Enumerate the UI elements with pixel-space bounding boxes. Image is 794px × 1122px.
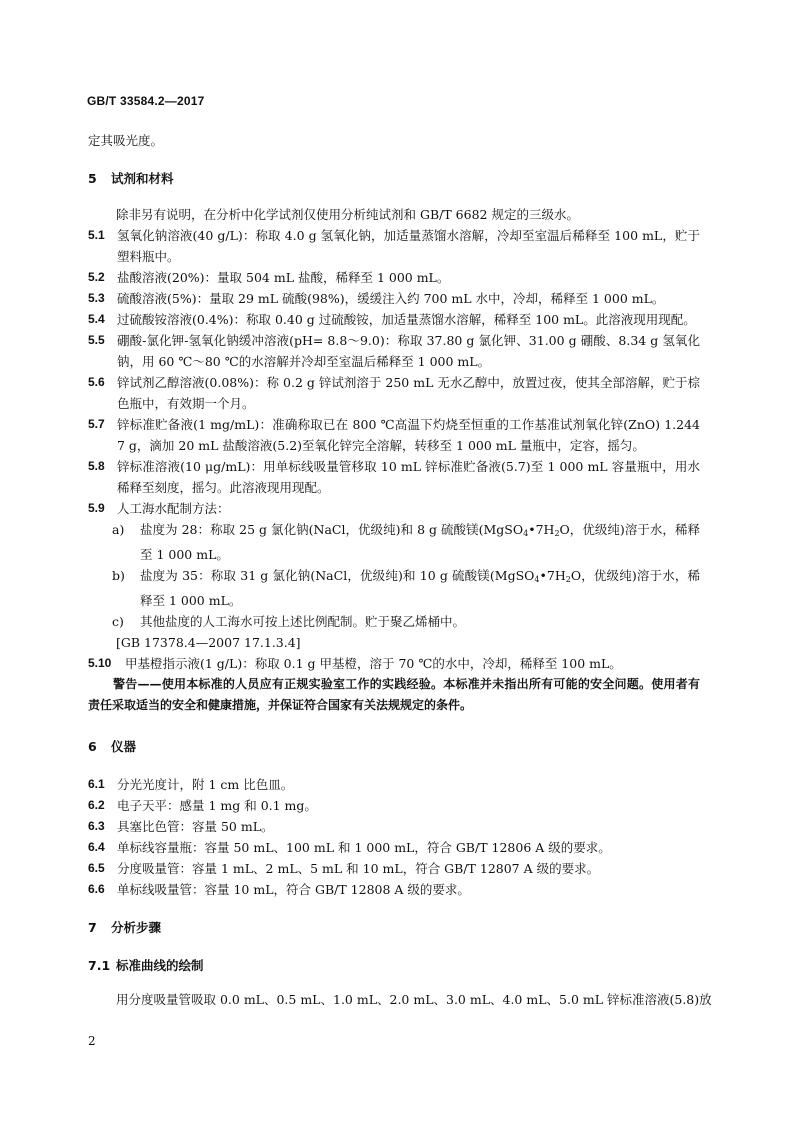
- section-title: 分析步骤: [111, 920, 162, 935]
- section-number: 7: [88, 920, 97, 935]
- list-item: [88, 774, 700, 795]
- list-item: [88, 330, 700, 372]
- section-7-1-text: 用分度吸量管吸取 0.0 mL、0.5 mL、1.0 mL、2.0 mL、3.0 mL、4.0 mL、5.0 mL 锌标准溶液(5.8)放: [116, 992, 712, 1007]
- section-number: 6: [88, 739, 97, 754]
- item-text: 单标线容量瓶：容量 50 mL、100 mL 和 1 000 mL，符合 GB/T 12806 A 级的要求。: [117, 840, 611, 855]
- list-item: [88, 288, 700, 309]
- list-item: [88, 456, 700, 498]
- text-fragment: O，优级纯)溶于水，稀释至 1 000 mL。: [140, 522, 700, 562]
- item-number: 5.8: [88, 459, 105, 473]
- list-item: [88, 498, 700, 519]
- item-text: 分光光度计，附 1 cm 比色皿。: [117, 777, 294, 792]
- list-item: [88, 816, 700, 837]
- item-number: 5.7: [88, 417, 105, 431]
- item-text: 单标线吸量管：容量 10 mL，符合 GB/T 12808 A 级的要求。: [117, 882, 470, 897]
- sub-item-label: b): [112, 568, 125, 583]
- sub-item: [88, 611, 700, 632]
- item-text: 电子天平：感量 1 mg 和 0.1 mg。: [117, 798, 317, 813]
- list-item: [88, 414, 700, 456]
- text-fragment: 盐度为 35：称取 31 g 氯化钠(NaCl，优级纯)和 10 g 硫酸镁(MgSO: [140, 568, 535, 583]
- text-fragment: •7H: [528, 522, 555, 537]
- item-text: 过硫酸铵溶液(0.4%)：称取 0.40 g 过硫酸铵，加适量蒸馏水溶解，稀释至 100 mL。此溶液现用现配。: [117, 312, 696, 327]
- item-number: 5.6: [88, 375, 105, 389]
- text-fragment: 盐度为 28：称取 25 g 氯化钠(NaCl，优级纯)和 8 g 硫酸镁(MgSO: [140, 522, 524, 537]
- item-text: 锌试剂乙醇溶液(0.08%)：称 0.2 g 锌试剂溶于 250 mL 无水乙醇中，放置过夜，使其全部溶解，贮于棕色瓶中，有效期一个月。: [117, 375, 700, 411]
- sub-item: [88, 519, 700, 565]
- item-text: 硼酸-氯化钾-氢氧化钠缓冲溶液(pH= 8.8～9.0)：称取 37.80 g 氯化钾、31.00 g 硼酸、8.34 g 氢氧化钠，用 60 ℃～80 ℃的水溶解并冷却至室温后稀释至 1 000 mL。: [117, 333, 700, 369]
- list-item: [88, 795, 700, 816]
- item-number: 6.1: [88, 777, 105, 791]
- item-text: 分度吸量管：容量 1 mL、2 mL、5 mL 和 10 mL，符合 GB/T 12807 A 级的要求。: [117, 861, 600, 876]
- text-fragment: 其他盐度的人工海水可按上述比例配制。贮于聚乙烯桶中。: [140, 614, 466, 629]
- section-title: 试剂和材料: [111, 171, 174, 186]
- sub-item-label: c): [112, 614, 124, 629]
- reference: [GB 17378.4—2007 17.1.3.4]: [116, 635, 301, 650]
- subscript: 2: [554, 529, 560, 538]
- page-number: 2: [88, 1034, 96, 1048]
- item-number: 5.5: [88, 333, 105, 347]
- sub-item-text: [140, 611, 700, 632]
- item-text: 氢氧化钠溶液(40 g/L)：称取 4.0 g 氢氧化钠，加适量蒸馏水溶解，冷却至室温后稀释至 100 mL，贮于塑料瓶中。: [117, 228, 700, 264]
- subscript: 2: [565, 575, 571, 584]
- item-number: 6.6: [88, 882, 105, 896]
- list-item: [88, 225, 700, 267]
- sub-item-label: a): [112, 522, 125, 537]
- section-6-heading: [88, 736, 700, 757]
- text-fragment: •7H: [539, 568, 566, 583]
- sub-item-text: [140, 519, 700, 565]
- subsection-title: 标准曲线的绘制: [116, 958, 204, 973]
- sub-item: [88, 565, 700, 611]
- section-number: 5: [88, 171, 97, 186]
- subsection-number: 7.1: [88, 958, 111, 973]
- section-5-heading: [88, 168, 700, 189]
- subsection-7-1-heading: [88, 955, 700, 976]
- item-number: 5.4: [88, 312, 105, 326]
- item-number: 5.10: [88, 656, 112, 670]
- item-5-10: [88, 653, 700, 674]
- item-number: 5.9: [88, 501, 105, 515]
- item-text: 具塞比色管：容量 50 mL。: [117, 819, 274, 834]
- subscript: 4: [523, 529, 529, 538]
- section-title: 仪器: [111, 739, 137, 754]
- item-number: 5.1: [88, 228, 105, 242]
- item-number: 5.3: [88, 291, 105, 305]
- list-item: [88, 267, 700, 288]
- sub-item-text: [140, 565, 700, 611]
- standard-number-header: GB/T 33584.2—2017: [87, 94, 205, 108]
- safety-warning: 警告——使用本标准的人员应有正规实验室工作的实践经验。本标准并未指出所有可能的安全问题。使用者有责任采取适当的安全和健康措施，并保证符合国家有关法规规定的条件。: [88, 677, 700, 712]
- item-text: 甲基橙指示液(1 g/L)：称取 0.1 g 甲基橙，溶于 70 ℃的水中，冷却，稀释至 100 mL。: [125, 656, 622, 671]
- item-number: 6.2: [88, 798, 105, 812]
- list-item: [88, 837, 700, 858]
- section-7-heading: [88, 917, 700, 938]
- item-number: 6.4: [88, 840, 105, 854]
- continued-text: 定其吸光度。: [88, 133, 164, 148]
- item-number: 6.5: [88, 861, 105, 875]
- item-text: 盐酸溶液(20%)：量取 504 mL 盐酸，稀释至 1 000 mL。: [117, 270, 450, 285]
- item-text: 硫酸溶液(5%)：量取 29 mL 硫酸(98%)，缓缓注入约 700 mL 水中，冷却，稀释至 1 000 mL。: [117, 291, 665, 306]
- document-body: [88, 126, 712, 1010]
- item-text: 锌标准贮备液(1 mg/mL)：准确称取已在 800 ℃高温下灼烧至恒重的工作基准试剂氧化锌(ZnO) 1.244 7 g，滴加 20 mL 盐酸溶液(5.2)至氧化锌完全溶解，转移至 1 000 mL 量瓶中，定容，摇匀。: [117, 417, 700, 453]
- item-text: 人工海水配制方法：: [117, 501, 230, 516]
- list-item: [88, 372, 700, 414]
- list-item: [88, 309, 700, 330]
- subscript: 4: [534, 575, 540, 584]
- text-fragment: O，优级纯)溶于水，稀释至 1 000 mL。: [140, 568, 700, 608]
- item-number: 6.3: [88, 819, 105, 833]
- list-item: [88, 879, 700, 900]
- item-text: 锌标准溶液(10 μg/mL)：用单标线吸量管移取 10 mL 锌标准贮备液(5.7)至 1 000 mL 容量瓶中，用水稀释至刻度，摇匀。此溶液现用现配。: [117, 459, 700, 495]
- list-item: [88, 858, 700, 879]
- item-number: 5.2: [88, 270, 105, 284]
- section-5-lead: 除非另有说明，在分析中化学试剂仅使用分析纯试剂和 GB/T 6682 规定的三级水。: [116, 207, 579, 222]
